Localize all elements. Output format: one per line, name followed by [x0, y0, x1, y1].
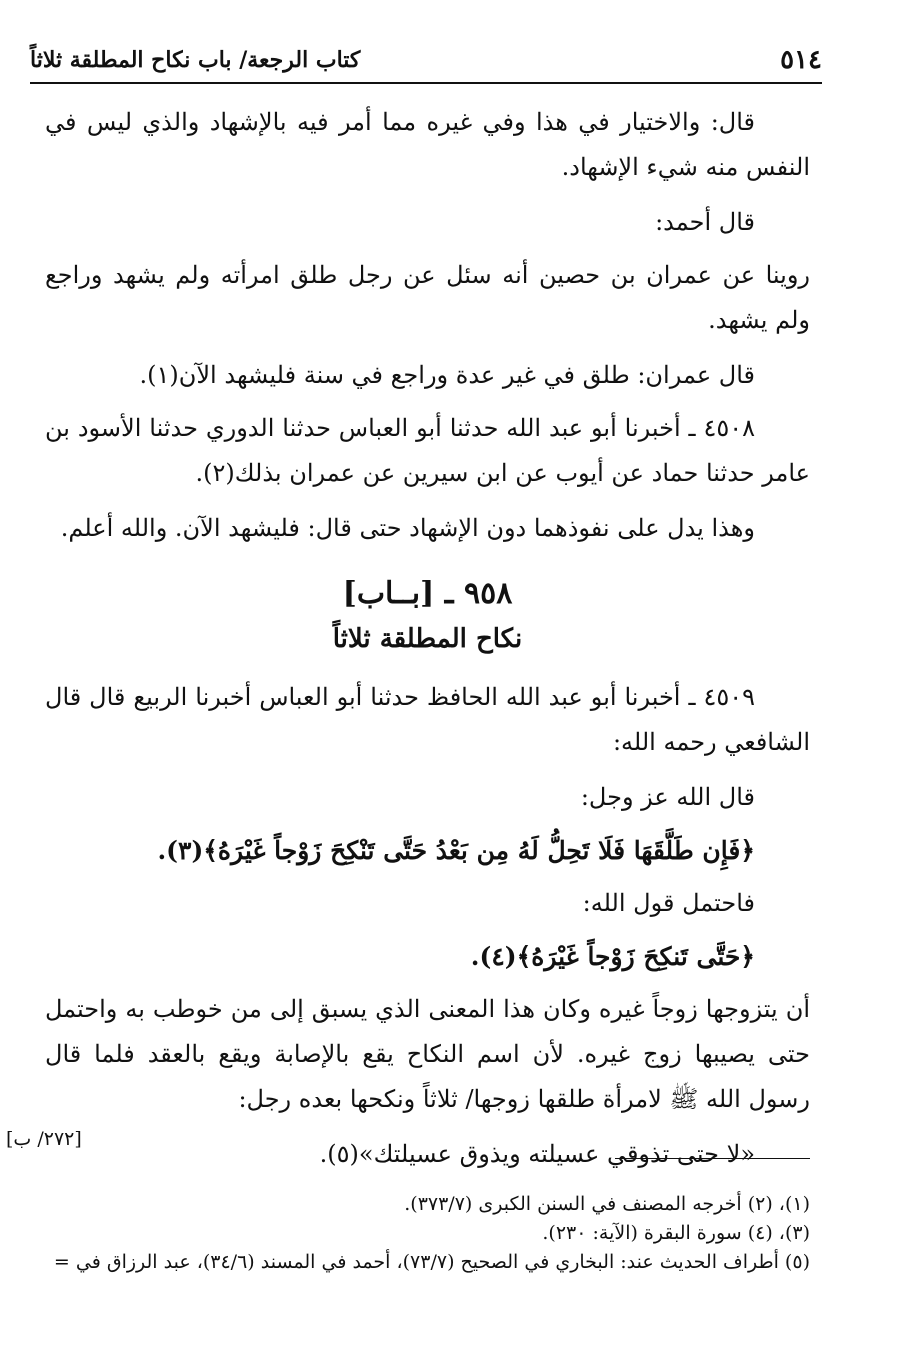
footnote: (٥) أطراف الحديث عند: البخاري في الصحيح (٧٣/٧)، أحمد في المسند (٣٤/٦)، عبد الرزاق في =: [53, 1251, 810, 1273]
main-text: [45, 100, 810, 1185]
paragraph: قال عمران: طلق في غير عدة وراجع في سنة فليشهد الآن(١).: [139, 361, 755, 389]
paragraph: فاحتمل قول الله:: [582, 889, 755, 917]
paragraph: قال: والاختيار في هذا وفي غيره مما أمر فيه بالإشهاد والذي ليس في النفس منه شيء الإشهاد.: [45, 108, 810, 181]
running-title: كتاب الرجعة/ باب نكاح المطلقة ثلاثاً: [30, 47, 361, 73]
footnote: (١)، (٢) أخرجه المصنف في السنن الكبرى (٣٧٣/٧).: [404, 1193, 810, 1215]
chapter-title: نكاح المطلقة ثلاثاً: [332, 624, 523, 654]
paragraph: قال أحمد:: [655, 208, 755, 236]
paragraph: روينا عن عمران بن حصين أنه سئل عن رجل طلق امرأته ولم يشهد وراجع ولم يشهد.: [45, 261, 810, 334]
quran-verse: ﴿حَتَّى تَنكِحَ زَوْجاً غَيْرَهُ﴾(٤).: [470, 942, 755, 971]
footnotes: [30, 1190, 810, 1277]
hadith-quote: «لا حتى تذوقي عسيلته ويذوق عسيلتك»(٥).: [319, 1140, 755, 1168]
hadith-4508: ٤٥٠٨ ـ أخبرنا أبو عبد الله حدثنا أبو العباس حدثنا الدوري حدثنا الأسود بن عامر حدثنا حماد عن أيوب عن ابن سيرين عن عمران بذلك(٢).: [45, 414, 810, 487]
quran-verse: ﴿فَإِن طَلَّقَهَا فَلَا تَحِلُّ لَهُ مِن بَعْدُ حَتَّى تَنْكِحَ زَوْجاً غَيْرَهُ﴾(٣).: [157, 836, 755, 865]
paragraph: وهذا يدل على نفوذهما دون الإشهاد حتى قال: فليشهد الآن. والله أعلم.: [60, 514, 755, 542]
page-number: ٥١٤: [780, 45, 822, 75]
footnote: (٣)، (٤) سورة البقرة (الآية: ٢٣٠).: [542, 1222, 810, 1244]
paragraph: قال الله عز وجل:: [580, 783, 755, 811]
paragraph: أن يتزوجها زوجاً غيره وكان هذا المعنى الذي يسبق إلى من خوطب به واحتمل حتى يصيبها زوج غيره. لأن اسم النكاح يقع بالإصابة ويقع بالعقد فلما قال رسول الله ﷺ لامرأة طلقها زوجها/ ثلاثاً ونكحها بعده رجل:: [45, 995, 810, 1113]
hadith-4509: ٤٥٠٩ ـ أخبرنا أبو عبد الله الحافظ حدثنا أبو العباس أخبرنا الربيع قال قال الشافعي رحمه الله:: [45, 683, 810, 756]
footnote-divider: [615, 1158, 810, 1159]
chapter-number: ٩٥٨ ـ [بــاب]: [342, 576, 513, 611]
manuscript-folio-ref: [٢٧٢/ ب]: [6, 1128, 82, 1150]
chapter-heading: [45, 569, 810, 659]
page-header: [30, 38, 822, 84]
